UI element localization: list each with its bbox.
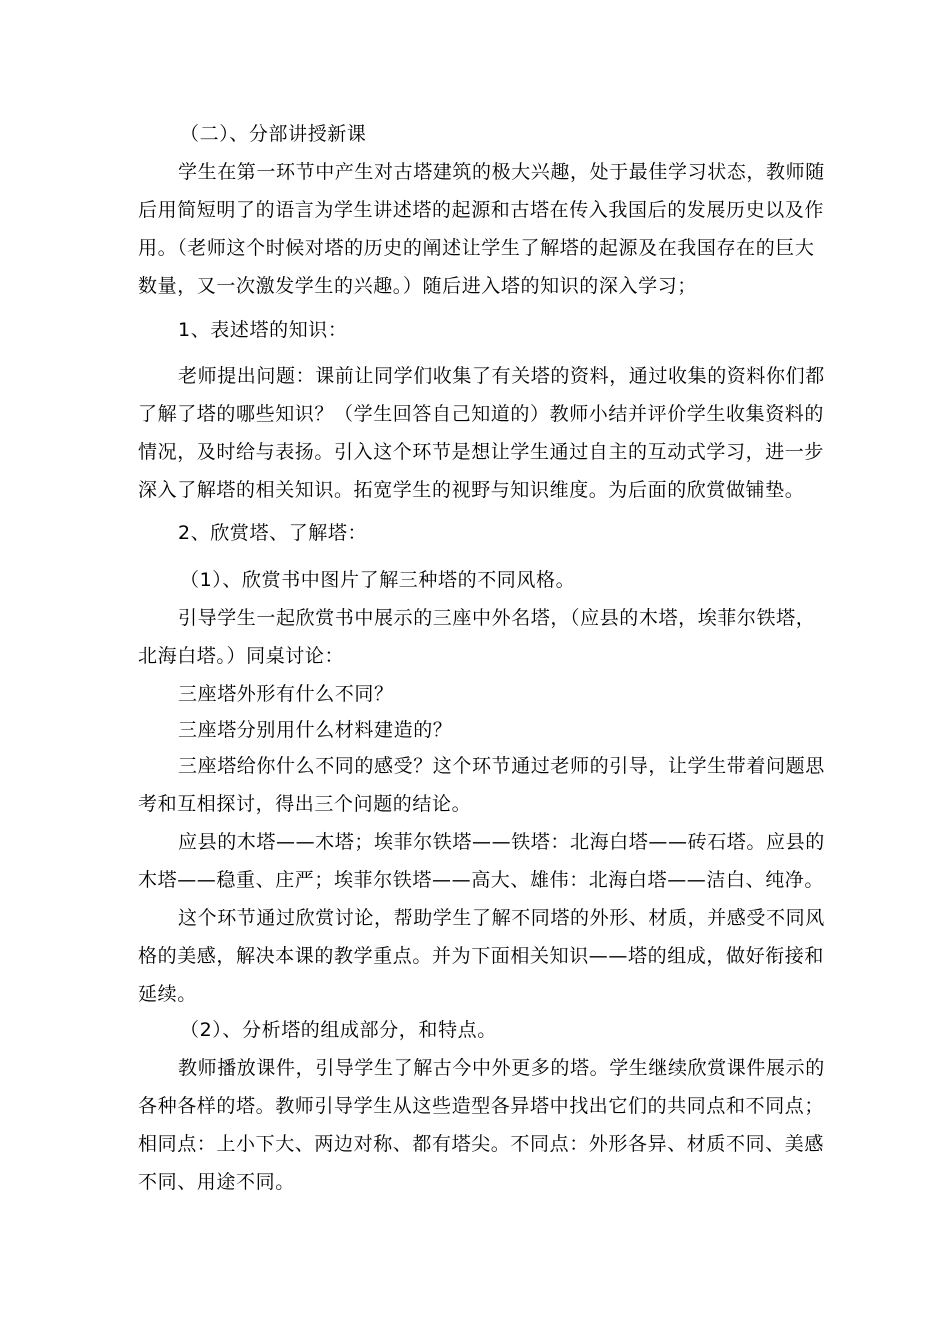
section-heading: （二）、分部讲授新课: [180, 123, 367, 145]
subsection-heading: 1、表述塔的知识：: [178, 319, 348, 341]
paragraph-line: 情况，及时给与表扬。引入这个环节是想让学生通过自主的互动式学习，进一步: [138, 441, 825, 463]
paragraph-line: 不同、用途不同。: [138, 1171, 295, 1193]
subsection-heading: （1）、欣赏书中图片了解三种塔的不同风格。: [180, 569, 576, 591]
subsection-heading: （2）、分析塔的组成部分，和特点。: [180, 1019, 497, 1041]
paragraph-line: 木塔——稳重、庄严；埃菲尔铁塔——高大、雄伟：北海白塔——洁白、纯净。: [138, 869, 825, 891]
question-line: 三座塔外形有什么不同？: [178, 683, 394, 705]
paragraph-line: 延续。: [138, 983, 197, 1005]
paragraph-line: 应县的木塔——木塔；埃菲尔铁塔——铁塔：北海白塔——砖石塔。应县的: [178, 831, 825, 853]
paragraph-line: 北海白塔。）同桌讨论：: [138, 645, 345, 667]
paragraph-line: 教师播放课件，引导学生了解古今中外更多的塔。学生继续欣赏课件展示的: [178, 1057, 825, 1079]
paragraph-line: 了解了塔的哪些知识？（学生回答自己知道的）教师小结并评价学生收集资料的: [138, 403, 825, 425]
paragraph-line: 深入了解塔的相关知识。拓宽学生的视野与知识维度。为后面的欣赏做铺垫。: [138, 479, 805, 501]
paragraph-line: 考和互相探讨，得出三个问题的结论。: [138, 793, 472, 815]
paragraph-line: 后用简短明了的语言为学生讲述塔的起源和古塔在传入我国后的发展历史以及作: [138, 199, 825, 221]
question-line: 三座塔分别用什么材料建造的？: [178, 719, 453, 741]
paragraph-line: 数量，又一次激发学生的兴趣。）随后进入塔的知识的深入学习；: [138, 275, 697, 297]
paragraph-line: 用。（老师这个时候对塔的历史的阐述让学生了解塔的起源及在我国存在的巨大: [138, 237, 815, 259]
subsection-heading: 2、欣赏塔、了解塔：: [178, 522, 368, 544]
paragraph-line: 引导学生一起欣赏书中展示的三座中外名塔，（应县的木塔，埃菲尔铁塔，: [178, 607, 816, 629]
paragraph-line: 相同点：上小下大、两边对称、都有塔尖。不同点：外形各异、材质不同、美感: [138, 1133, 825, 1155]
paragraph-line: 各种各样的塔。教师引导学生从这些造型各异塔中找出它们的共同点和不同点；: [138, 1095, 825, 1117]
paragraph-line: 这个环节通过欣赏讨论，帮助学生了解不同塔的外形、材质，并感受不同风: [178, 907, 825, 929]
paragraph-line: 三座塔给你什么不同的感受？这个环节通过老师的引导，让学生带着问题思: [178, 755, 825, 777]
paragraph-line: 老师提出问题：课前让同学们收集了有关塔的资料，通过收集的资料你们都: [178, 365, 825, 387]
paragraph-line: 格的美感，解决本课的教学重点。并为下面相关知识——塔的组成，做好衔接和: [138, 945, 825, 967]
paragraph-line: 学生在第一环节中产生对古塔建筑的极大兴趣，处于最佳学习状态，教师随: [178, 161, 825, 183]
